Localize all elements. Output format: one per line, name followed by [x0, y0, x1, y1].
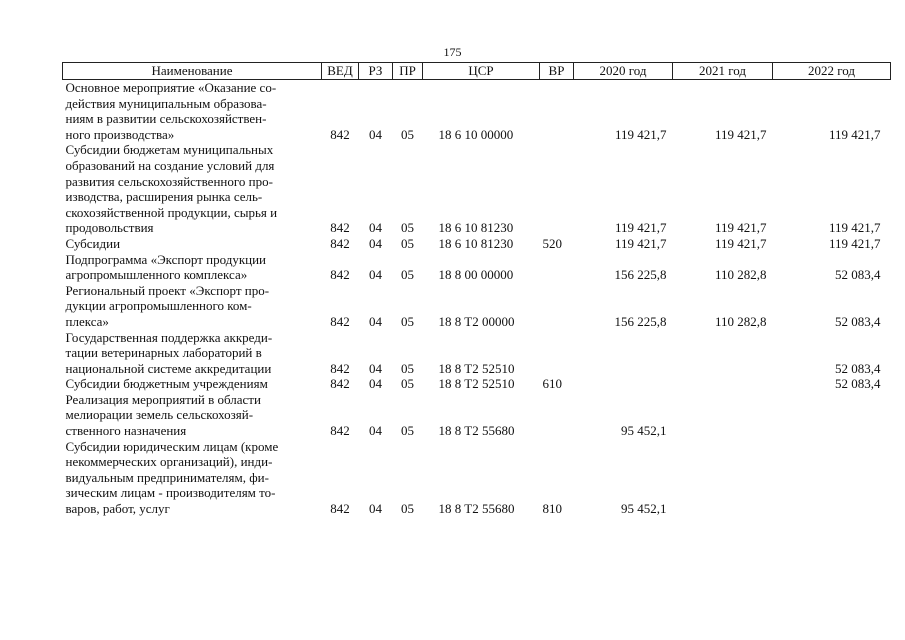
table-row	[63, 80, 891, 143]
cell-ved: 842	[330, 360, 350, 376]
header-ved: ВЕД	[322, 63, 359, 80]
header-2022: 2022 год	[773, 63, 891, 80]
cell-2020: 156 225,8	[614, 313, 667, 329]
cell-rz: 04	[369, 235, 382, 251]
cell-vr	[540, 330, 574, 377]
row-name-line: развития сельскохозяйственного про-	[65, 173, 273, 189]
cell-2020: 95 452,1	[621, 501, 667, 517]
cell-csr: 18 6 10 00000	[438, 126, 514, 142]
row-name-line: Реализация мероприятий в области	[65, 391, 261, 407]
page-number: 175	[443, 45, 462, 59]
row-name	[63, 252, 322, 283]
cell-2020: 156 225,8	[614, 267, 667, 283]
table-row	[63, 392, 891, 439]
cell-rz: 04	[369, 267, 382, 283]
cell-csr: 18 6 10 81230	[438, 235, 514, 251]
header-2021: 2021 год	[673, 63, 773, 80]
row-name	[63, 142, 322, 236]
row-name-line: продовольствия	[65, 220, 154, 236]
header-rz: РЗ	[359, 63, 393, 80]
cell-pr: 05	[401, 360, 414, 376]
row-name-line: варов, работ, услуг	[65, 501, 170, 517]
row-name	[63, 330, 322, 377]
row-name-line: Субсидии бюджетам муниципальных	[65, 142, 274, 158]
cell-2021: 119 421,7	[714, 126, 767, 142]
cell-csr: 18 6 10 81230	[438, 220, 514, 236]
row-name-line: ного производства»	[65, 126, 175, 142]
cell-2020: 119 421,7	[614, 220, 667, 236]
cell-rz: 04	[369, 423, 382, 439]
cell-vr: 810	[542, 501, 562, 517]
cell-vr: 610	[542, 376, 562, 392]
table-row	[63, 330, 891, 377]
cell-2022: 52 083,4	[835, 313, 881, 329]
row-name-line: видуальным предпринимателям, фи-	[65, 469, 269, 485]
cell-rz: 04	[369, 126, 382, 142]
cell-2021	[673, 376, 773, 392]
header-name: Наименование	[63, 63, 322, 80]
cell-2021	[673, 439, 773, 517]
cell-pr: 05	[401, 220, 414, 236]
row-name-line: мелиорации земель сельскохозяй-	[65, 407, 254, 423]
table-row	[63, 142, 891, 236]
cell-vr	[540, 283, 574, 330]
cell-2021	[673, 392, 773, 439]
row-name	[63, 439, 322, 517]
cell-rz: 04	[369, 220, 382, 236]
row-name-line: действия муниципальным образова-	[65, 95, 267, 111]
cell-2021: 110 282,8	[714, 267, 767, 283]
cell-2021	[673, 330, 773, 377]
cell-ved: 842	[330, 376, 350, 392]
row-name-line: Субсидии юридическим лицам (кроме	[65, 438, 279, 454]
row-name-line: Государственная поддержка аккреди-	[65, 329, 273, 345]
cell-2020	[574, 376, 673, 392]
cell-csr: 18 8 T2 00000	[438, 313, 515, 329]
cell-2020: 95 452,1	[621, 423, 667, 439]
row-name	[63, 376, 322, 392]
cell-2022: 52 083,4	[835, 267, 881, 283]
row-name-line: Региональный проект «Экспорт про-	[65, 282, 270, 298]
row-name-line: скохозяйственной продукции, сырья и	[65, 204, 278, 220]
row-name-line: дукции агропромышленного ком-	[65, 298, 252, 314]
table-header	[63, 63, 891, 80]
cell-ved: 842	[330, 267, 350, 283]
cell-pr: 05	[401, 501, 414, 517]
cell-2021: 119 421,7	[714, 235, 767, 251]
cell-csr: 18 8 T2 55680	[438, 501, 515, 517]
cell-2020	[574, 330, 673, 377]
cell-ved: 842	[330, 313, 350, 329]
cell-rz: 04	[369, 360, 382, 376]
cell-csr: 18 8 T2 52510	[438, 360, 515, 376]
cell-vr	[540, 252, 574, 283]
table-row	[63, 439, 891, 517]
row-name-line: ственного назначения	[65, 423, 187, 439]
cell-rz: 04	[369, 313, 382, 329]
cell-2021: 119 421,7	[714, 220, 767, 236]
cell-vr	[540, 80, 574, 143]
row-name-line: агропромышленного комплекса»	[65, 267, 248, 283]
row-name	[63, 236, 322, 252]
cell-ved: 842	[330, 220, 350, 236]
cell-ved: 842	[330, 126, 350, 142]
table-body	[63, 80, 891, 517]
row-name-line: зическим лицам - производителям то-	[65, 485, 276, 501]
row-name-line: изводства, расширения рынка сель-	[65, 189, 263, 205]
row-name-line: тации ветеринарных лабораторий в	[65, 345, 262, 361]
cell-2022	[773, 439, 891, 517]
cell-pr: 05	[401, 267, 414, 283]
cell-rz: 04	[369, 501, 382, 517]
cell-2020: 119 421,7	[614, 235, 667, 251]
row-name-line: плекса»	[65, 313, 109, 329]
cell-2022: 52 083,4	[835, 360, 881, 376]
cell-csr: 18 8 00 00000	[438, 267, 514, 283]
cell-pr: 05	[401, 423, 414, 439]
cell-ved: 842	[330, 235, 350, 251]
cell-csr: 18 8 T2 52510	[438, 376, 515, 392]
row-name-line: Субсидии бюджетным учреждениям	[65, 376, 268, 392]
row-name-line: некоммерческих организаций), инди-	[65, 454, 273, 470]
row-name-line: ниям в развитии сельскохозяйствен-	[65, 111, 267, 127]
row-name	[63, 80, 322, 143]
cell-2022: 119 421,7	[828, 220, 881, 236]
cell-2022	[773, 392, 891, 439]
cell-pr: 05	[401, 376, 414, 392]
cell-vr	[540, 392, 574, 439]
cell-2021: 110 282,8	[714, 313, 767, 329]
row-name-line: Основное мероприятие «Оказание со-	[65, 80, 277, 95]
table-row	[63, 236, 891, 252]
row-name	[63, 283, 322, 330]
cell-csr: 18 8 T2 55680	[438, 423, 515, 439]
cell-pr: 05	[401, 235, 414, 251]
table-row	[63, 376, 891, 392]
row-name-line: образований на создание условий для	[65, 157, 275, 173]
row-name	[63, 392, 322, 439]
cell-rz: 04	[369, 376, 382, 392]
cell-ved: 842	[330, 423, 350, 439]
header-pr: ПР	[393, 63, 423, 80]
row-name-line: Подпрограмма «Экспорт продукции	[65, 251, 267, 267]
budget-table	[62, 62, 891, 517]
cell-vr	[540, 142, 574, 236]
cell-2020: 119 421,7	[614, 126, 667, 142]
row-name-line: Субсидии	[65, 235, 121, 251]
cell-2022: 119 421,7	[828, 235, 881, 251]
row-name-line: национальной системе аккредитации	[65, 360, 272, 376]
table-row	[63, 252, 891, 283]
cell-pr: 05	[401, 313, 414, 329]
header-csr: ЦСР	[423, 63, 540, 80]
cell-2022: 119 421,7	[828, 126, 881, 142]
table-row	[63, 283, 891, 330]
cell-vr: 520	[542, 235, 562, 251]
cell-2022: 52 083,4	[835, 376, 881, 392]
header-vr: ВР	[540, 63, 574, 80]
cell-pr: 05	[401, 126, 414, 142]
header-2020: 2020 год	[574, 63, 673, 80]
cell-ved: 842	[330, 501, 350, 517]
